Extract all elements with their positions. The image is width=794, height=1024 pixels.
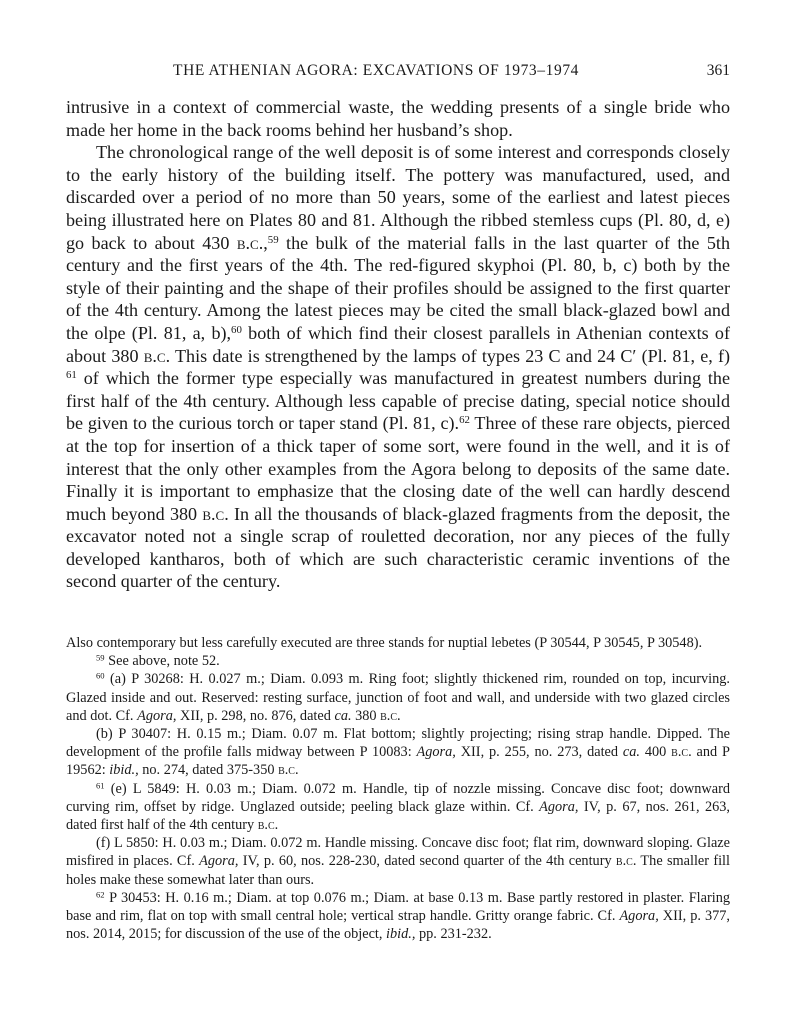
- footnote-text: See above, note 52.: [104, 653, 220, 670]
- footnote-text: XII, p. 377, nos. 2014, 2015; for discussion of the use of the object,: [66, 908, 731, 943]
- text-run: ,: [263, 232, 268, 253]
- footnote-number: 62: [96, 889, 105, 900]
- bc-abbrev: b.c.: [671, 744, 692, 761]
- footnote-ref-60[interactable]: 60: [231, 323, 242, 336]
- text-run: both of which find their closest parallels in Athenian contexts of about 380: [66, 322, 730, 366]
- text-run: This date is strengthened by the lamps of types 23 C and 24 C′ (Pl. 81, e, f): [170, 345, 731, 366]
- footnote-text: (b) P 30407: H. 0.15 m.; Diam. 0.07 m. Flat bottom; slightly projecting; rising strap handle. Dipped. The development of the profile falls midway between P 10083:: [66, 726, 730, 761]
- running-title: THE ATHENIAN AGORA: EXCAVATIONS OF 1973–1974: [173, 62, 580, 79]
- ibid-abbrev: ibid.,: [386, 926, 416, 943]
- footnote-text: 380: [351, 707, 381, 724]
- footnote-text: (f) L 5850: H. 0.03 m.; Diam. 0.072 m. Handle missing. Concave disc foot; flat rim, downward sloping. Glaze misfired in places. Cf.: [66, 835, 730, 870]
- footnote-59: [66, 652, 730, 670]
- text-run: The chronological range of the well deposit is of some interest and corresponds closely to the early history of the building itself. The pottery was manufactured, used, and discarded over a period of no more than 50 years, some of the earliest and latest pieces being illustrated here on Plates 80 and 81. Although the ribbed stemless cups (Pl. 80, d, e) go back to about 430: [66, 142, 730, 253]
- footnote-text: XII, p. 298, no. 876, dated: [176, 707, 335, 724]
- footnote-text: P 30453: H. 0.16 m.; Diam. at top 0.076 m.; Diam. at base 0.13 m. Base partly restored in plaster. Flaring base and rim, flat on top with small central hole; vertical strap handle. Gritty orange fabric. Cf.: [66, 889, 730, 925]
- footnote-continuation: Also contemporary but less carefully executed are three stands for nuptial lebetes (P 30544, P 30545, P 30548).: [66, 635, 703, 651]
- footnote-text: IV, p. 60, nos. 228-230, dated second quarter of the 4th century: [238, 853, 616, 870]
- footnote-text: no. 274, dated 375-350: [138, 762, 279, 779]
- bc-abbrev: b.c.: [143, 345, 171, 366]
- running-head: [66, 62, 730, 86]
- text-run: of which the former type especially was manufactured in greatest numbers during the first half of the 4th century. Although less capable of precise dating, special notice should be given to the curious torch or taper stand (Pl. 81, c).: [66, 368, 730, 434]
- citation-title: Agora,: [199, 853, 239, 870]
- footnotes: [66, 634, 730, 943]
- footnote-60b: [66, 725, 730, 780]
- bc-abbrev: b.c.: [257, 817, 279, 834]
- footnote-ref-59[interactable]: 59: [267, 233, 279, 246]
- citation-title: Agora,: [416, 744, 456, 761]
- footnote-text: (e) L 5849: H. 0.03 m.; Diam. 0.072 m. Handle, tip of nozzle missing. Concave disc foot; downward curving rim, offset by ridge. Unglazed outside; peeling black glaze within. Cf.: [66, 780, 730, 815]
- paragraph-chronology: [66, 141, 730, 593]
- footnote-text: 400: [640, 744, 672, 761]
- bc-abbrev: b.c.: [615, 853, 637, 870]
- bc-abbrev: b.c.: [236, 232, 264, 253]
- footnote-ref-61[interactable]: 61: [66, 369, 77, 382]
- circa-abbrev: ca.: [334, 707, 352, 724]
- footnote-text: XII, p. 255, no. 273, dated: [455, 744, 623, 761]
- footnote-number: 59: [96, 652, 105, 663]
- footnote-text: The smaller fill holes make these somewhat later than ours.: [66, 853, 730, 888]
- ibid-abbrev: ibid.,: [109, 762, 139, 779]
- footnote-ref-62[interactable]: 62: [459, 414, 470, 427]
- page-number: 361: [706, 62, 730, 79]
- paragraph-continued: intrusive in a context of commercial waste, the wedding presents of a single bride who made her home in the back rooms behind her husband’s shop.: [66, 97, 730, 140]
- text-run: the bulk of the material falls in the last quarter of the 5th century and the first years of the 4th. The red-figured skyphoi (Pl. 80, b, c) both by the style of their painting and the shape of their profiles should be assigned to the first quarter of the 4th century. Among the latest pieces may be cited the small black-glazed bowl and the olpe (Pl. 81, a, b),: [66, 232, 730, 343]
- footnote-number: 60: [96, 670, 105, 681]
- citation-title: Agora,: [539, 798, 579, 815]
- footnote-number: 61: [96, 779, 105, 790]
- footnote-60a: [66, 670, 730, 725]
- citation-title: Agora,: [619, 908, 659, 925]
- circa-abbrev: ca.: [622, 744, 640, 761]
- footnote-text: pp. 231-232.: [415, 926, 492, 943]
- footnote-text: and P 19562:: [66, 744, 730, 779]
- citation-title: Agora,: [137, 707, 177, 724]
- text-run: In all the thousands of black-glazed fragments from the deposit, the excavator noted not a single scrap of rouletted decoration, nor any pieces of the fully developed kantharos, both of which are such characteristic ceramic inventions of the second quarter of the century.: [66, 503, 730, 592]
- bc-abbrev: b.c.: [380, 707, 401, 724]
- bc-abbrev: b.c.: [278, 762, 299, 779]
- text-run: Three of these rare objects, pierced at the top for insertion of a thick taper of some sort, were found in the well, and it is of interest that the only other examples from the Agora belong to deposits of the same date. Finally it is important to emphasize that the closing date of the well can hardly descend much beyond 380: [66, 413, 731, 524]
- footnote-text: IV, p. 67, nos. 261, 263, dated first half of the 4th century: [66, 798, 730, 834]
- footnote-61f: [66, 834, 730, 889]
- footnote-61e: [66, 780, 730, 835]
- body-text: [66, 96, 730, 593]
- footnote-text: (a) P 30268: H. 0.027 m.; Diam. 0.093 m. Ring foot; slightly thickened rim, rounded on top, incurving. Glazed inside and out. Reserved: resting surface, junction of foot and wall, and underside with two glazed circles and dot. Cf.: [66, 671, 730, 724]
- bc-abbrev: b.c.: [202, 503, 229, 524]
- footnote-62: [66, 889, 730, 944]
